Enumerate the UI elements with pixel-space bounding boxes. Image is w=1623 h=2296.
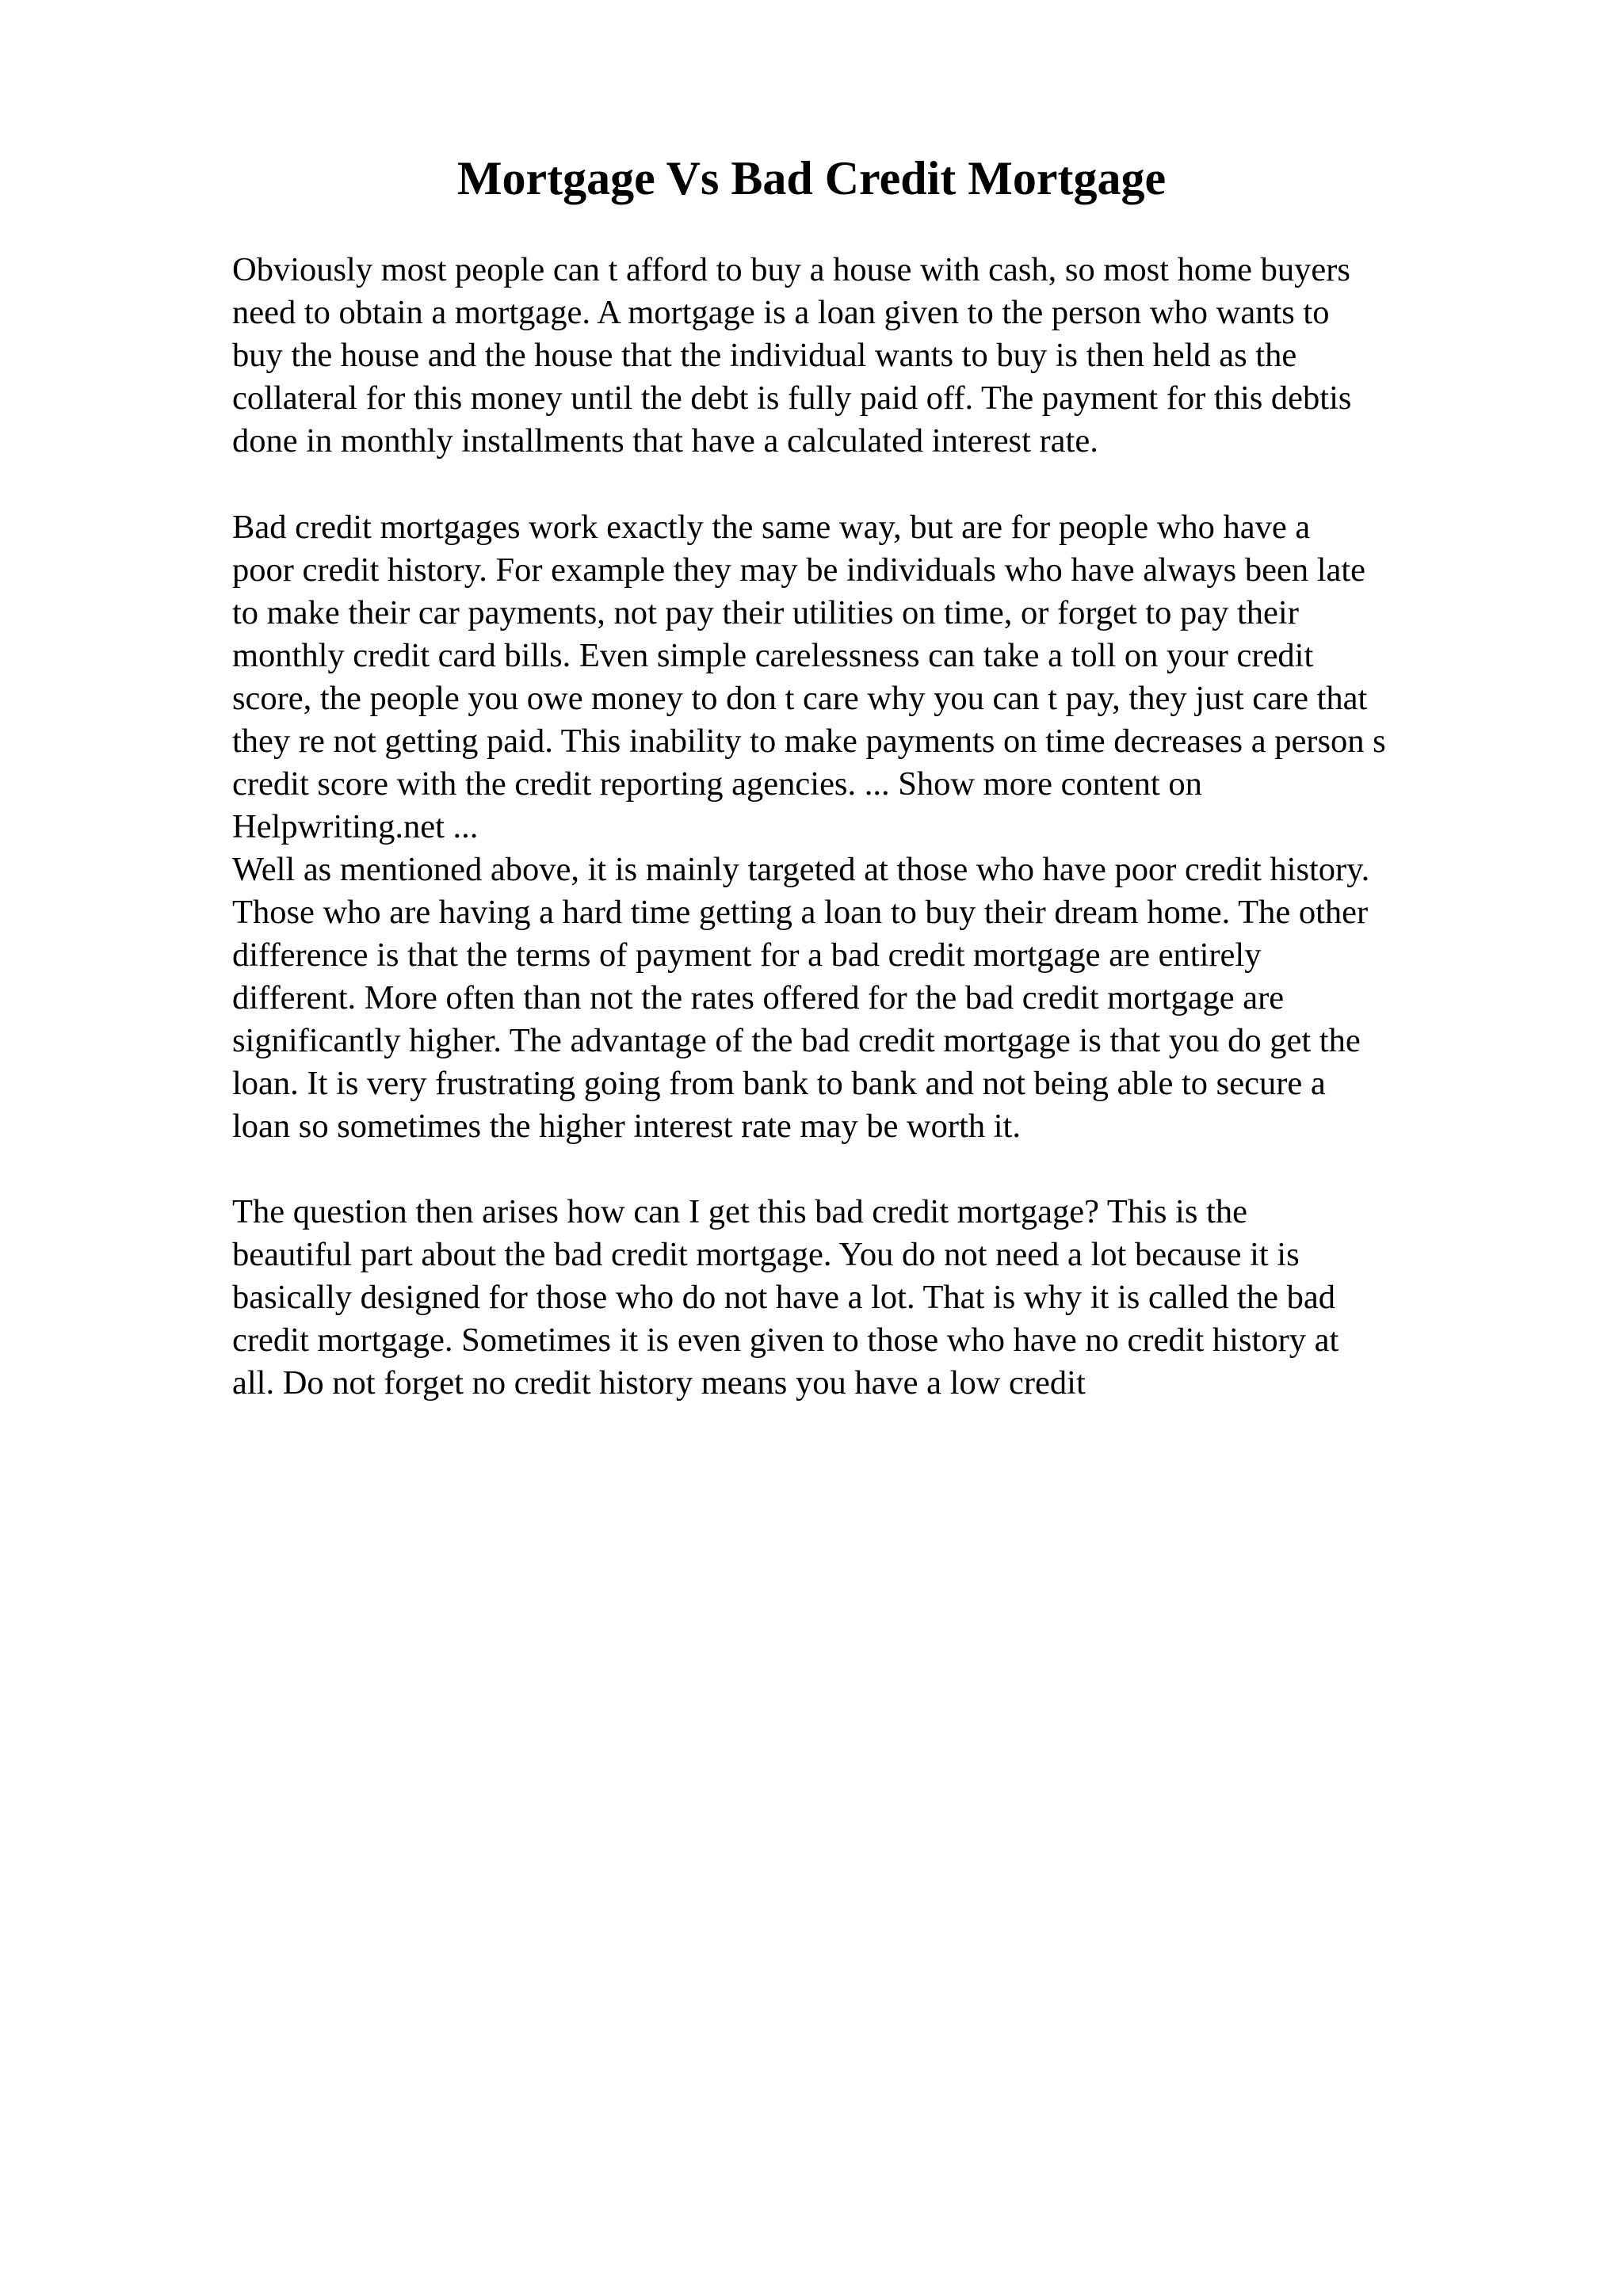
- text-line: all. Do not forget no credit history means you have a low credit: [232, 1364, 1086, 1402]
- text-line: they re not getting paid. This inability to make payments on time decreases a person s: [232, 723, 1386, 760]
- text-line: Obviously most people can t afford to buy a house with cash, so most home buyers: [232, 251, 1350, 288]
- text-line: buy the house and the house that the individual wants to buy is then held as the: [232, 337, 1297, 374]
- text-line: different. More often than not the rates offered for the bad credit mortgage are: [232, 979, 1285, 1016]
- text-line: The question then arises how can I get this bad credit mortgage? This is the: [232, 1193, 1247, 1230]
- text-line: Well as mentioned above, it is mainly targeted at those who have poor credit history.: [232, 851, 1370, 888]
- text-line: loan. It is very frustrating going from bank to bank and not being able to secure a: [232, 1065, 1326, 1102]
- text-line: credit mortgage. Sometimes it is even given to those who have no credit history at: [232, 1322, 1339, 1359]
- text-line: basically designed for those who do not have a lot. That is why it is called the bad: [232, 1279, 1335, 1316]
- text-line: loan so sometimes the higher interest rate may be worth it.: [232, 1108, 1021, 1145]
- document-title: Mortgage Vs Bad Credit Mortgage: [456, 152, 1167, 204]
- text-line: Bad credit mortgages work exactly the same way, but are for people who have a: [232, 509, 1311, 546]
- text-line: need to obtain a mortgage. A mortgage is a loan given to the person who wants to: [232, 294, 1330, 331]
- text-line: monthly credit card bills. Even simple carelessness can take a toll on your credit: [232, 637, 1314, 674]
- text-line: difference is that the terms of payment for a bad credit mortgage are entirely: [232, 936, 1262, 974]
- text-line: Helpwriting.net ...: [232, 808, 479, 845]
- text-line: done in monthly installments that have a calculated interest rate.: [232, 422, 1098, 460]
- text-line: score, the people you owe money to don t care why you can t pay, they just care that: [232, 680, 1368, 717]
- text-line: to make their car payments, not pay their utilities on time, or forget to pay their: [232, 594, 1299, 631]
- text-line: collateral for this money until the debt is fully paid off. The payment for this debtis: [232, 379, 1352, 417]
- text-line: Those who are having a hard time getting a loan to buy their dream home. The other: [232, 894, 1369, 931]
- text-line: poor credit history. For example they may be individuals who have always been late: [232, 551, 1366, 589]
- text-line: beautiful part about the bad credit mortgage. You do not need a lot because it is: [232, 1236, 1300, 1273]
- text-line: credit score with the credit reporting agencies. ... Show more content on: [232, 765, 1202, 803]
- text-line: significantly higher. The advantage of the bad credit mortgage is that you do get the: [232, 1022, 1361, 1059]
